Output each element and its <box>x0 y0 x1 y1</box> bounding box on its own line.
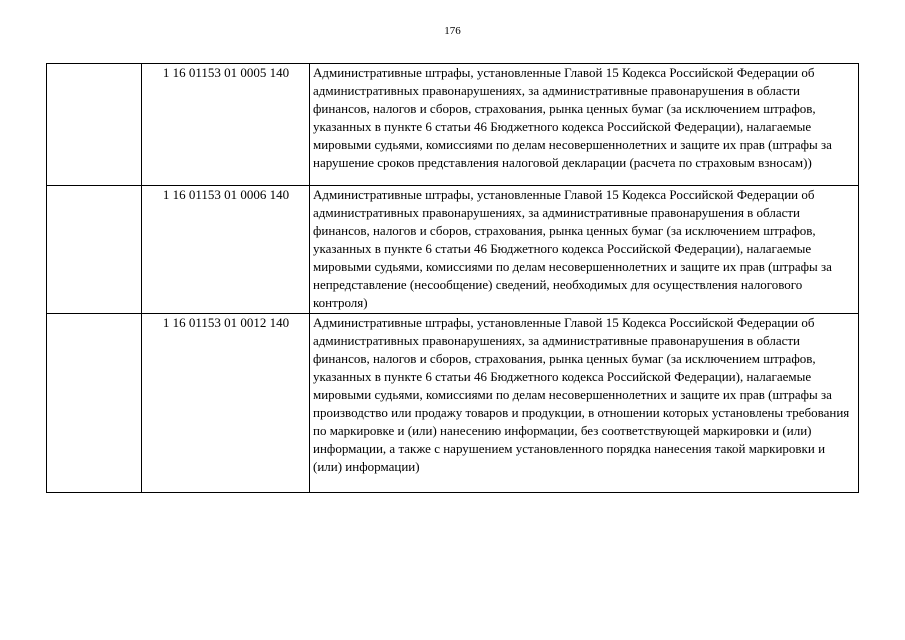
admin-code-cell <box>47 186 142 314</box>
budget-classification-table <box>46 63 859 493</box>
budget-code-cell: 1 16 01153 01 0005 140 <box>142 64 310 186</box>
table-row <box>47 314 859 493</box>
description-cell: Административные штрафы, установленные Главой 15 Кодекса Российской Федерации об административных правонарушениях, за административные правонарушения в области финансов, налогов и сборов, страхования, рынка ценных бумаг (за исключением штрафов, указанных в пункте 6 статьи 46 Бюджетного кодекса Российской Федерации), налагаемые мировыми судьями, комиссиями по делам несовершеннолетних и защите их прав (штрафы за производство или продажу товаров и продукции, в отношении которых установлены требования по маркировке и (или) нанесению информации, без соответствующей маркировки и (или) информации, а также с нарушением установленного порядка нанесения такой маркировки и (или) информации) <box>310 314 859 493</box>
table-row <box>47 186 859 314</box>
budget-code-cell: 1 16 01153 01 0012 140 <box>142 314 310 493</box>
page-number: 176 <box>444 25 461 37</box>
admin-code-cell <box>47 64 142 186</box>
admin-code-cell <box>47 314 142 493</box>
description-cell: Административные штрафы, установленные Главой 15 Кодекса Российской Федерации об административных правонарушениях, за административные правонарушения в области финансов, налогов и сборов, страхования, рынка ценных бумаг (за исключением штрафов, указанных в пункте 6 статьи 46 Бюджетного кодекса Российской Федерации), налагаемые мировыми судьями, комиссиями по делам несовершеннолетних и защите их прав (штрафы за нарушение сроков представления налоговой декларации (расчета по страховым взносам)) <box>310 64 859 186</box>
budget-code-cell: 1 16 01153 01 0006 140 <box>142 186 310 314</box>
table-row <box>47 64 859 186</box>
description-cell: Административные штрафы, установленные Главой 15 Кодекса Российской Федерации об административных правонарушениях, за административные правонарушения в области финансов, налогов и сборов, страхования, рынка ценных бумаг (за исключением штрафов, указанных в пункте 6 статьи 46 Бюджетного кодекса Российской Федерации), налагаемые мировыми судьями, комиссиями по делам несовершеннолетних и защите их прав (штрафы за непредставление (несообщение) сведений, необходимых для осуществления налогового контроля) <box>310 186 859 314</box>
